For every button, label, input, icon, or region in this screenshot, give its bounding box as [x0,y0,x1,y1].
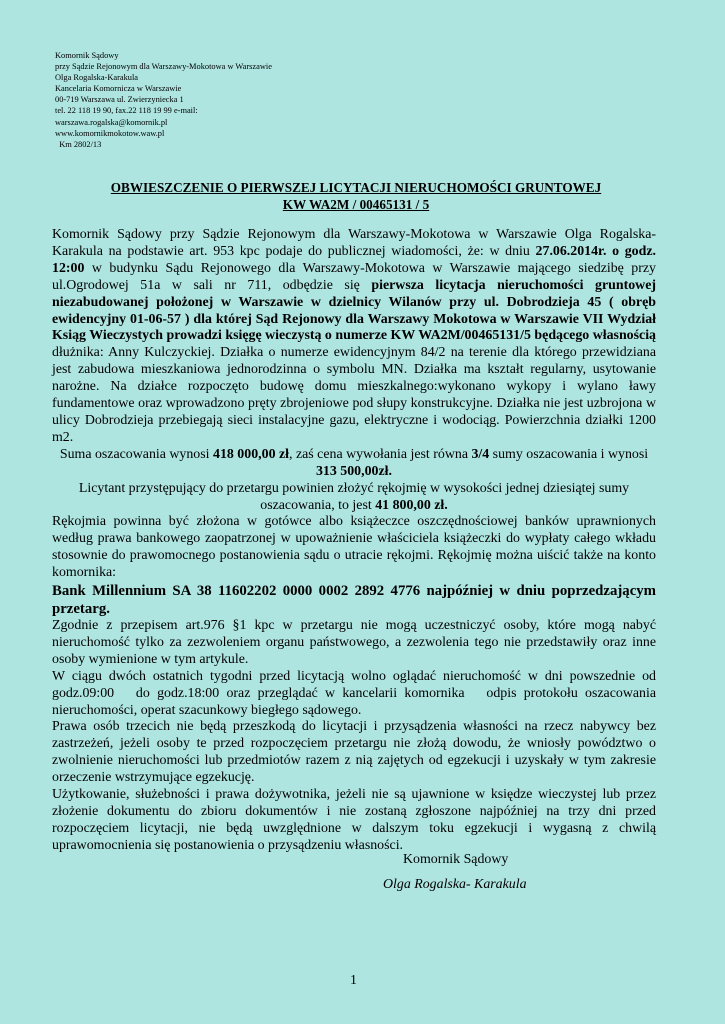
valuation-text-3: sumy oszacowania i wynosi [489,446,663,462]
intro-text-2: w budynku Sądu Rejonowego dla Warszawy-Mokotowa w Warszawie mającego siedzibę przy ul.Ogrodowej 51a w sali nr 711, odbędzie się [52,260,656,293]
notice-body [52,227,663,855]
paragraph-valuation [52,446,663,481]
paragraph-intro [52,227,656,447]
header-line: www.komornikmokotow.waw.pl [55,128,165,138]
paragraph-deposit-form: Rękojmia powinna być złożona w gotówce albo książeczce oszczędnościowej banków uprawnionych według prawa bankowego zaopatrzonej w upoważnienie właściciela książeczki do wypłaty całego wkładu stosownie do prawomocnego postanowienia sądu o utracie rękojmi. Rękojmię można uiścić także na konto komornika: [52,514,656,581]
valuation-fraction: 3/4 [471,446,490,462]
signature-name: Olga Rogalska- Karakula [383,877,527,892]
paragraph-third-party: Prawa osób trzecich nie będą przeszkodą do licytacji i przysądzenia własności na rzecz nabywcy bez zastrzeżeń, jeżeli osoby te przed rozpoczęciem przetargu nie złożą dowodu, że wniosły powództwo o zwolnienie nieruchomości lub przedmiotów razem z nią zajętych od egzekucji i uzyskały w tym zakresie orzeczenie wstrzymujące egzekucję. [52,719,656,786]
header-line: Kancelaria Komornicza w Warszawie [55,84,182,94]
valuation-sum: 418 000,00 zł [213,446,290,462]
header-line: przy Sądzie Rejonowym dla Warszawy-Mokotowa w Warszawie [55,62,272,72]
signature-role: Komornik Sądowy [403,852,509,867]
header-line: tel. 22 118 19 90, fax.22 118 19 99 e-mail: [55,106,198,116]
notice-title [40,179,672,213]
valuation-text: Suma oszacowania wynosi [59,446,213,462]
auction-date: 27.06.2014r. o godz. 12:00 [52,243,656,276]
paragraph-easements: Użytkowanie, służebności i prawa dożywotnika, jeżeli nie są ujawnione w księdze wieczystej lub przez złożenie dokumentu do zbioru dokumentów i nie zostaną zgłoszone najpóźniej na trzy dni przed rozpoczęciem licytacji, nie będą uwzględnione w dalszym toku egzekucji i wygasną z chwilą uprawomocnienia się postanowienia o przysądzeniu własności. [52,787,656,853]
property-description: pierwsza licytacja nieruchomości gruntowej niezabudowanej położonej w Warszawie w dzielnicy Wilanów przy ul. Dobrodzieja 45 ( obręb ewidencyjny 01-06-57 ) dla której Sąd Rejonowy dla Warszawy Mokotowa w Warszawie VII Wydział Ksiąg Wieczystych prowadzi księgę wieczystą o numerze KW WA2M/00465131/5 będącego własnością [52,277,656,344]
page-number: 1 [350,973,357,988]
intro-text-3: dłużnika: Anny Kulczyckiej. Działka o numerze ewidencyjnym 84/2 na terenie dla którego przewidziana jest zabudowa mieszkaniowa jednorodzinna o symbolu MN. Działka ma kształt regularny, usytowanie narożne. Na działce rozpoczęto budowę domu mieszkalnego:wykonano wykopy i wylano ławy fundamentowe oraz wprowadzono pręty zbrojeniowe pod słupy konstrukcyjne. Działka nie jest uzbrojona w ulicy Dobrodzieja przebiegają sieci instalacyjne gazu, elektryczne i wodociąg. Powierzchnia działki 1200 m2. [52,345,656,445]
title-line-1: OBWIESZCZENIE O PIERWSZEJ LICYTACJI NIERUCHOMOŚCI GRUNTOWEJ [110,180,602,195]
intro-text: Komornik Sądowy przy Sądzie Rejonowym dla Warszawy-Mokotowa w Warszawie Olga Rogalska-Karakula na podstawie art. 953 kpc podaje do publicznej wiadomości, że: w dniu [52,227,656,259]
header-line: 00-719 Warszawa ul. Zwierzyniecka 1 [55,95,184,105]
paragraph-deposit [52,481,656,515]
paragraph-inspection: W ciągu dwóch ostatnich tygodni przed licytacją wolno oglądać nieruchomość w dni powszednie od godz.09:00 do godz.18:00 oraz przeglądać w kancelarii komornika odpis protokołu oszacowania nieruchomości, operat szacunkowy biegłego sądowego. [52,668,660,718]
header-line: Olga Rogalska-Karakula [55,73,139,83]
valuation-text-2: , zaś cena wywołania jest równa [289,446,472,462]
header-line: warszawa.rogalska@komornik.pl [55,117,168,127]
starting-price: 313 500,00zł. [315,463,392,479]
deposit-text: Licytant przystępujący do przetargu powinien złożyć rękojmię w wysokości jednej dziesiątej sumy oszacowania, to jest [78,480,630,513]
bailiff-header [55,50,272,150]
header-line: Komornik Sądowy [55,51,119,60]
header-line: Km 2802/13 [55,139,102,149]
bank-account: Bank Millennium SA 38 11602202 0000 0002 2892 4776 najpóźniej w dniu poprzedzającym przetarg. [52,583,656,618]
title-line-2: KW WA2M / 00465131 / 5 [282,197,430,212]
deposit-amount: 41 800,00 zł. [375,497,448,513]
paragraph-restrictions: Zgodnie z przepisem art.976 §1 kpc w przetargu nie mogą uczestniczyć osoby, które mogą nabyć nieruchomość tylko za zezwoleniem organu państwowego, a zezwolenia tego nie przedstawiły oraz inne osoby wymienione w tym artykule. [52,618,656,667]
